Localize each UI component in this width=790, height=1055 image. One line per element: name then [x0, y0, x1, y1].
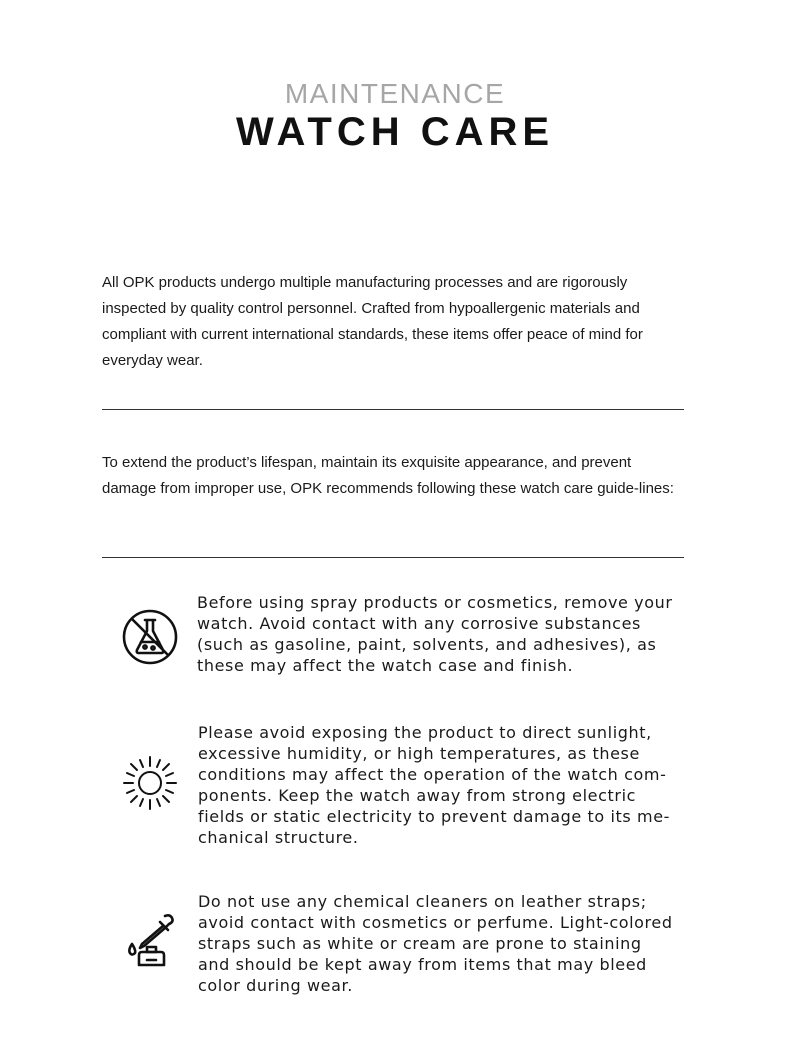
divider — [102, 409, 684, 410]
dropper-bottle-icon — [120, 910, 180, 970]
divider — [102, 557, 684, 558]
guidelines-intro-paragraph: To extend the product’s lifespan, maintain its exquisite appearance, and prevent damage from improper use, OPK recommends following these watch care guide-lines: — [102, 454, 674, 497]
care-item-text: Please avoid exposing the product to direct sunlight, excessive humidity, or high temperatures, as these conditions may affect the operation of the watch com-ponents. Keep the watch away from strong electric fields or static electricity to prevent damage to its me-chanical structure. — [198, 723, 671, 847]
care-item-text: Do not use any chemical cleaners on leather straps; avoid contact with cosmetics or perfume. Light-colored straps such as white or cream are prone to staining and should be kept away from items that may bleed color during wear. — [198, 892, 673, 995]
page-title: WATCH CARE — [235, 110, 555, 154]
no-chemicals-icon — [120, 607, 180, 667]
sun-icon — [120, 753, 180, 813]
intro-paragraph: All OPK products undergo multiple manufacturing processes and are rigorously inspected by quality control personnel. Crafted from hypoallergenic materials and compliant with current international standards, these items offer peace of mind for everyday wear. — [102, 274, 643, 369]
care-item-text: Before using spray products or cosmetics, remove your watch. Avoid contact with any corrosive substances (such as gasoline, paint, solvents, and adhesives), as these may affect the watch case and finish. — [197, 593, 673, 675]
section-eyebrow: MAINTENANCE — [284, 78, 506, 109]
